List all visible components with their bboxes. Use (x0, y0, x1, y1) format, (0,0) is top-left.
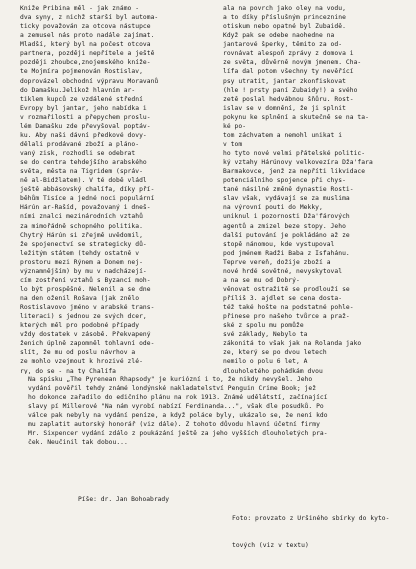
text-line: dva syny, z nichž starší byl automa- (20, 14, 159, 22)
text-line: Kniže Pribina měl - jak známo - (20, 5, 140, 12)
text-line: válce pak nebyly na vydání peníze, a když poláce byly, ukázalo se, že není kdo (28, 412, 328, 420)
text-line: ze světa, důvěrně novým jmenem. Cha- (223, 59, 362, 67)
text-line: zetě poslal hedvábnou šňůru. Rost- (223, 95, 354, 103)
text-line: ticky považován za otcova nástupce (20, 23, 151, 31)
text-line: vydání pověřil tehdy známé londýnské nakladatelství Penguin Crime Book; jež (28, 385, 317, 393)
text-line: pokynu ke splnění a skutečně se na ta- (223, 113, 369, 121)
text-line: pod jménem Radži Baba z Isfahánu. (223, 249, 350, 257)
text-line: zákonitá to však jak na Rolanda jako (223, 340, 362, 348)
left-column (20, 4, 197, 374)
text-line: lífa dal potom všechny ty nevěřící (223, 68, 354, 76)
text-line: ry, do se - na ty Chalífa (20, 367, 117, 374)
text-line: za mimořádně schopného politika. (20, 222, 143, 230)
text-line: nemilo o polu 6 let, A (223, 358, 308, 366)
text-line: a na se mu od Dobrý- (223, 276, 300, 284)
text-line: (hle ! prsty paní Zubaidy!) a svého (223, 86, 358, 94)
author-credit: Píše: dr. Jan Bohoabrady (78, 496, 169, 503)
text-line: Mr. Sixpencer vydání zdálo z poukázání ještě za jeho vyšších dlouholetých pra- (28, 430, 328, 438)
text-line: později zhoubce,znojemského kníže- (20, 59, 151, 67)
text-line: jantarové šperky, těmito za od- (223, 41, 343, 49)
text-line: světa, města na Tigridem (správ- (20, 168, 143, 176)
text-line: tané násilné změně dynastie Rosti- (223, 186, 354, 194)
text-line: lém Damašku zde převyšoval poptáv- (20, 122, 151, 130)
text-line: Když pak se odebe naohedne na (223, 32, 335, 40)
text-line: běhům Tisíce a jedné noci populární (20, 195, 155, 203)
text-line: nové hrdé sovětné, nevyskytoval (223, 267, 343, 275)
text-line: slít, že mu od poslu návrhov a (20, 349, 136, 357)
text-line: ček. Neučinil tak dobou... (28, 439, 128, 447)
text-line: na výrovní pouti do Mekky, (223, 204, 323, 212)
text-line: ku. Aby naši dávní předkové dovy- (20, 131, 147, 139)
text-line: ze mohlo vzejmout k hrozivé zlé- (20, 358, 143, 366)
photo-credit-line: Foto: provzato z Uršiného sbírky do kyto- (232, 515, 390, 523)
text-line: slav však, vydávají se za muslima (223, 195, 350, 203)
text-line: dělali prodávané zboží a pláno- (20, 140, 140, 148)
text-line: ze, který se po dvou letech (223, 349, 327, 357)
text-line: Chytrý Hárún si zřejmě uvědomil, (20, 231, 143, 239)
text-line: uniknul i pozornosti Dža'fárových (223, 213, 350, 221)
text-line: věnovat ostražitě se prodlouží se (223, 285, 350, 293)
text-line: Rostislavovo jméno v arabské trans- (20, 304, 155, 312)
text-line: doprovázel obchodní výpravu Moravanů (20, 77, 159, 85)
text-line: se do centra tehdejšího arabského (20, 159, 147, 167)
text-line: otiskum nebo opatné byl Zubaidě. (223, 23, 346, 31)
text-line: ské z spolu mu pomůže (223, 322, 304, 330)
text-line: lo být prospěšné. Nelenil a se dne (20, 285, 151, 293)
text-line: příliš 3. ajdlet se cena dosta- (223, 295, 343, 302)
photo-credit-line: tových (viz v textu) (232, 542, 309, 550)
text-line: přinese pro našeho tvůrce a praž- (223, 313, 350, 321)
text-line: ními znalci mezinárodních vztahů (20, 213, 143, 221)
text-line: ké po- (223, 122, 247, 130)
text-line: a zemusel nás proto nadále zajímat. (20, 32, 155, 40)
text-line: ký vztahy Hárúnovy velkovezíra Dža'fara (223, 159, 373, 167)
text-line: mu zaplatit autorský honorář (viz dále). Z tohoto důvodu hlavní účetní firmy (28, 421, 320, 429)
text-line: potenciálního spojence při chys- (223, 177, 346, 185)
text-line: na den oženil Rošava (jak znělo (20, 295, 140, 302)
text-line: že spojenectví se strategicky dů- (20, 240, 147, 248)
text-line: vždy dostatek v zásobě. Překvapený (20, 331, 151, 339)
text-line: psy utratit, jantar zkonfiskovat (223, 77, 346, 85)
text-line: Hárún ar-Rašíd, považovaný i dneš- (20, 204, 151, 212)
full-width-paragraph (28, 375, 410, 491)
text-line: kterých měl pro podobné případy (20, 322, 140, 330)
text-line: další putování je pokládáno až ze (223, 231, 350, 239)
text-line: Evropy byl jantar, jeho nabídka i (20, 104, 147, 112)
photo-credit (232, 496, 389, 569)
text-line: te Mojmíra pojmenován Rostislav, (20, 68, 143, 76)
text-line: též také hošte na podstatné pohle- (223, 304, 354, 312)
text-line: tom záchvatem a nemohl unikat i (223, 131, 343, 139)
text-line: ležitým státem (tehdy ostatně v (20, 249, 140, 257)
text-line: cím zostření vztahů s Byzancí moh- (20, 276, 151, 284)
text-line: ala na povrch jako oley na vodu, (223, 5, 346, 12)
text-line: Na spisku „The Pyrenean Rhapsody" je kuriózní i to, že nikdy nevyšel. Jeho (28, 376, 313, 383)
text-line: stopě nánomou, kde vystupoval (223, 240, 335, 248)
text-line: slavy pí Millerové "Na nám vyrobí nabízí Ferdinanda...", však dle posudků. Po (28, 403, 324, 411)
text-line: tiklem kupců ze vzdálené střední (20, 95, 143, 103)
text-line: dlouholetého pohádkám dvou (223, 367, 323, 374)
text-line: prostoru mezi Rýnem a Donem nej- (20, 258, 143, 266)
text-line: v rozmařilosti a přepychem proslu- (20, 113, 151, 121)
text-line: v tom (223, 140, 243, 148)
text-line: a to díky příslušným princeznine (223, 14, 346, 22)
text-line: Barmakovce, jenž za nepříti likvidace (223, 168, 366, 176)
text-line: ženich úplně zapomněl tohlavní ode- (20, 340, 155, 348)
text-line: své základy, Nebylo ta (223, 331, 308, 339)
text-line: Mladší, který byl na počest otcova (20, 41, 151, 49)
text-line: ně al-Bidžlatem). V té době vládl (20, 177, 147, 185)
text-line: vaný zisk, rozhodli se odebrat (20, 150, 136, 157)
text-line: partnera, později nepřítele a ještě (20, 50, 155, 58)
text-line: Teprve vereň, dožije zboží a (223, 258, 331, 266)
text-line: významnějším) by mu v nadcházejí- (20, 267, 147, 275)
text-line: rovnávat alespoň zprávy z domova i (223, 50, 354, 58)
right-column (223, 4, 403, 374)
text-line: ještě abbásovský chalífa, díky pří- (20, 186, 155, 194)
text-line: islav se v domnění, že ji splnit (223, 104, 346, 112)
text-line: ho dokonce zařadilo do edičního plánu na rok 1913. Známé udělátstí, začínající (28, 394, 328, 402)
text-line: literaci) s jednou ze svých dcer, (20, 313, 147, 321)
text-line: agentů a zmizel beze stopy. Jeho (223, 222, 346, 230)
text-line: do Damašku.Jelikož hlavním ar- (20, 86, 136, 94)
text-line: ho tyto nové velmi přátelské politic- (223, 150, 366, 157)
